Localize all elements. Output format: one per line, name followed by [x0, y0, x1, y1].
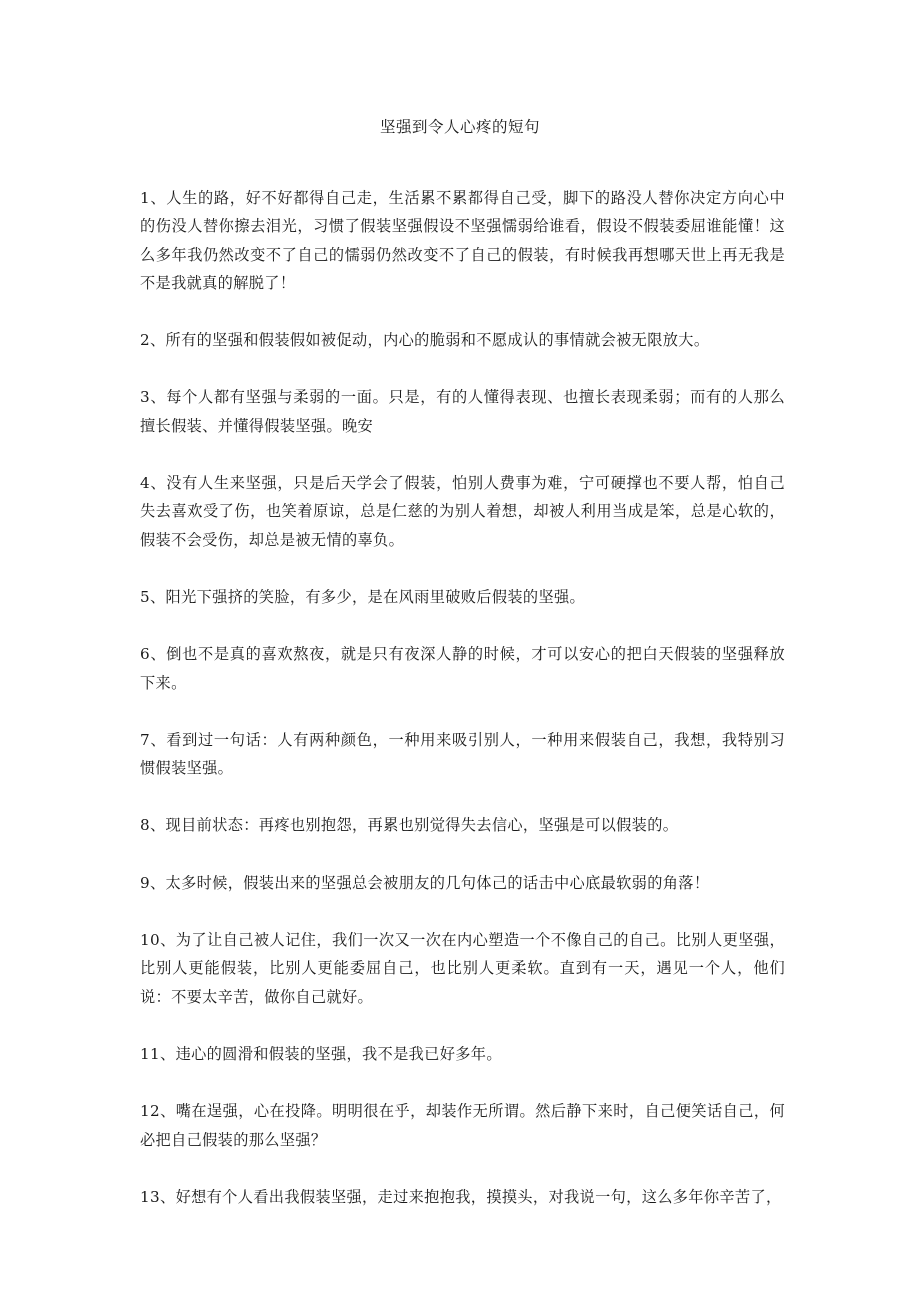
paragraph-8: 8、现目前状态：再疼也别抱怨，再累也别觉得失去信心，坚强是可以假装的。 — [140, 816, 679, 835]
paragraph-3: 3、每个人都有坚强与柔弱的一面。只是，有的人懂得表现、也擅长表现柔弱；而有的人那么擅长假装、并懂得假装坚强。晚安 — [140, 388, 785, 435]
paragraph-11: 11、违心的圆滑和假装的坚强，我不是我已好多年。 — [140, 1044, 502, 1063]
paragraph-2: 2、所有的坚强和假装假如被促动，内心的脆弱和不愿成认的事情就会被无限放大。 — [140, 331, 710, 350]
document-title: 坚强到令人心疼的短句 — [379, 118, 540, 136]
paragraph-5: 5、阳光下强挤的笑脸，有多少，是在风雨里破败后假装的坚强。 — [140, 587, 586, 606]
paragraph-4: 4、没有人生来坚强，只是后天学会了假装，怕别人费事为难，宁可硬撑也不要人帮，怕自己失去喜欢受了伤，也笑着原谅，总是仁慈的为别人着想，却被人利用当成是笨，总是心软的，假装不会受伤，却总是被无情的辜负。 — [140, 474, 785, 549]
paragraph-13: 13、好想有个人看出我假装坚强，走过来抱抱我，摸摸头，对我说一句，这么多年你辛苦了， — [140, 1187, 782, 1206]
paragraph-7: 7、看到过一句话：人有两种颜色，一种用来吸引别人，一种用来假装自己，我想，我特别习惯假装坚强。 — [140, 730, 785, 778]
paragraph-9: 9、太多时候，假装出来的坚强总会被朋友的几句体己的话击中心底最软弱的角落！ — [140, 873, 710, 892]
paragraph-1: 1、人生的路，好不好都得自己走，生活累不累都得自己受，脚下的路没人替你决定方向心中的伤没人替你擦去泪光，习惯了假装坚强假设不坚强懦弱给谁看，假设不假装委屈谁能懂！这么多年我仍然改变不了自己的懦弱仍然改变不了自己的假装，有时候我再想哪天世上再无我是不是我就真的解脱了！ — [140, 189, 785, 292]
paragraph-10: 10、为了让自己被人记住，我们一次又一次在内心塑造一个不像自己的自己。比别人更坚强，比别人更能假装，比别人更能委屈自己，也比别人更柔软。直到有一天，遇见一个人，他们说：不要太辛苦，做你自己就好。 — [140, 931, 785, 1006]
paragraph-6: 6、倒也不是真的喜欢熬夜，就是只有夜深人静的时候，才可以安心的把白天假装的坚强释放下来。 — [140, 645, 785, 692]
document-body — [140, 184, 785, 1240]
paragraph-12: 12、嘴在逞强，心在投降。明明很在乎，却装作无所谓。然后静下来时，自己便笑话自己，何必把自己假装的那么坚强？ — [140, 1102, 785, 1149]
